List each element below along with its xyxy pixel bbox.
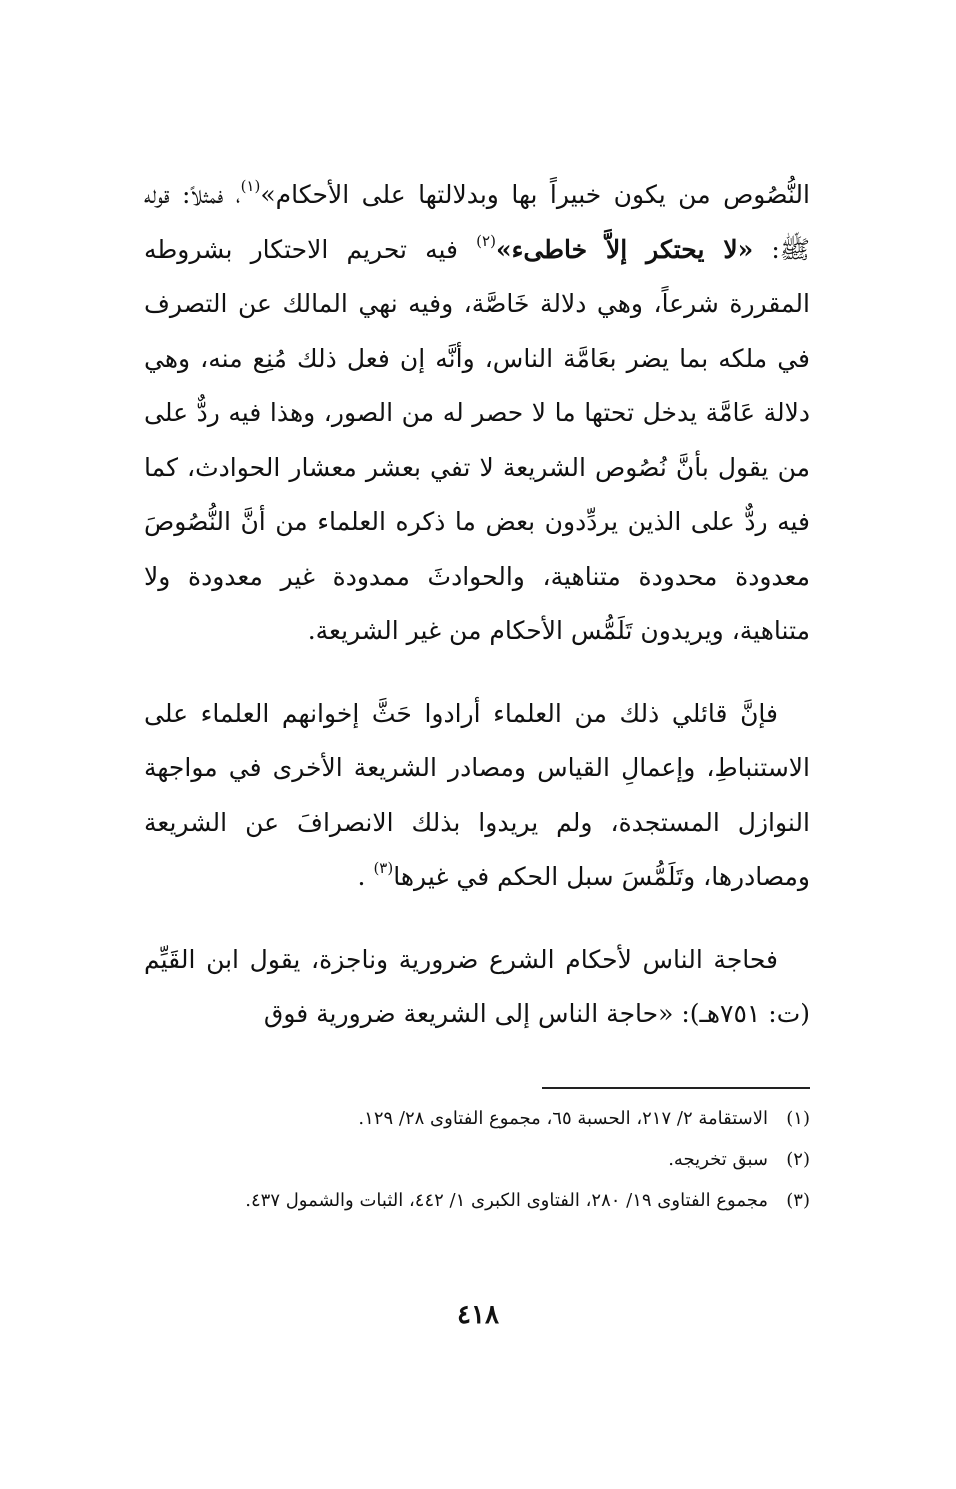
footnote-number: (٣) [786,1190,810,1211]
paragraph-1-text-a: النُّصُوص من يكون خبيراً بها وبدلالتها على الأحكام» [260,180,810,209]
page-number: ٤١٨ [457,1300,499,1330]
paragraph-1-text-b: ، فمثلاً: قوله ﷺ: [144,180,811,264]
paragraph-2-end: . [357,862,374,891]
footnote-number: (١) [786,1108,810,1129]
main-text [144,168,810,1042]
footnote-number: (٢) [786,1149,810,1170]
paragraph-2 [144,687,810,905]
footnote-1 [122,1098,810,1139]
footnote-text: مجموع الفتاوى ١٩/ ٢٨٠، الفتاوى الكبرى ١/ ٤٤٢، الثبات والشمول ٤٣٧. [245,1190,768,1211]
hadith-quote: «لا يحتكر إلاَّ خاطىء» [495,234,754,264]
footnote-text: سبق تخريجه. [668,1149,768,1170]
paragraph-3-text: فحاجة الناس لأحكام الشرع ضرورية وناجزة، يقول ابن القَيِّم (ت: ٧٥١هـ): «حاجة الناس إلى الشريعة ضرورية فوق [144,944,810,1028]
paragraph-1-text-c: فيه تحريم الاحتكار بشروطه المقررة شرعاً، وهي دلالة خَاصَّة، وفيه نهي المالك عن التصرف في ملكه بما يضر بعَامَّة الناس، وأنَّه إن فعل ذلك مُنِع منه، وهي دلالة عَامَّة يدخل تحتها ما لا حصر له من الصور، وهذا فيه ردٌّ على من يقول بأنَّ نُصُوص الشريعة لا تفي بعشر معشار الحوادث، كما فيه ردٌّ على الذين يردِّدون بعض ما ذكره العلماء من أنَّ النُّصُوصَ معدودة محدودة متناهية، والحوادثَ ممدودة غير معدودة ولا متناهية، ويريدون تَلَمُّس الأحكام من غير الشريعة. [144,234,810,645]
footnote-2 [122,1139,810,1180]
footnote-ref-3[interactable]: (٣) [373,859,394,877]
footnotes [122,1098,810,1221]
footnote-separator [542,1087,810,1089]
footnote-text: الاستقامة ٢/ ٢١٧، الحسبة ٦٥، مجموع الفتاوى ٢٨/ ١٢٩. [358,1108,768,1129]
paragraph-3 [144,933,810,1042]
paragraph-2-text: فإنَّ قائلي ذلك من العلماء أرادوا حَثَّ إخوانهم العلماء على الاستنباطِ، وإعمالِ القياس ومصادر الشريعة الأخرى في مواجهة النوازل المستجدة، ولم يريدوا بذلك الانصرافَ عن الشريعة ومصادرها، وتَلَمُّسَ سبل الحكم في غيرها [144,698,810,891]
footnote-ref-1[interactable]: (١) [240,177,261,195]
paragraph-1 [144,168,810,659]
footnote-3 [122,1180,810,1221]
footnote-ref-2[interactable]: (٢) [476,231,496,250]
